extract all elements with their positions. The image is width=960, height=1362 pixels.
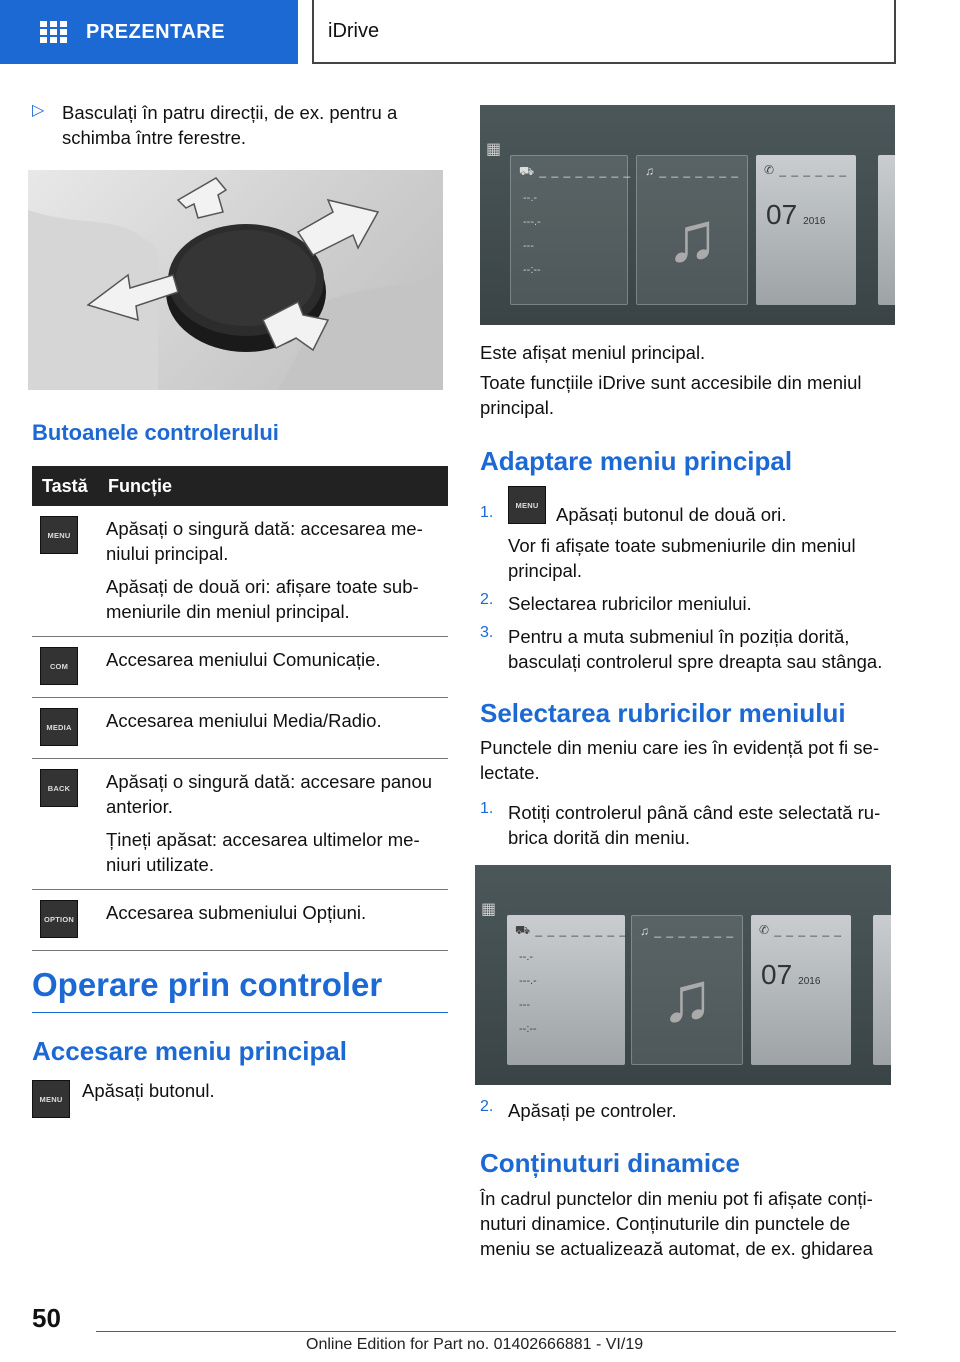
row-text: Țineți apăsat: accesarea ultimelor me-niuri utilizate. [106, 829, 420, 875]
access-text: Apăsați butonul. [82, 1080, 215, 1101]
row-text: Accesarea meniului Comunicație. [106, 649, 381, 670]
adapt-steps [480, 486, 896, 674]
step-number: 2. [480, 591, 494, 608]
footer-divider [96, 1331, 896, 1332]
step-number: 1. [480, 504, 494, 521]
bullet-item [32, 100, 448, 150]
table-row [32, 637, 448, 698]
triangle-bullet-icon: ▷ [32, 102, 45, 119]
tile-row: --- [523, 240, 534, 252]
car-icon: ⛟ _ _ _ _ _ _ _ _ [515, 923, 628, 937]
row-text: Accesarea meniului Media/Radio. [106, 710, 382, 731]
select-heading: Selectarea rubricilor meniului [480, 698, 846, 728]
row-text: Apăsați o singură dată: accesarea me-niului principal. [106, 518, 423, 564]
tile-media [636, 155, 748, 305]
menu-key-icon: MENU [32, 1080, 70, 1118]
table-header-key: Tastă [32, 466, 98, 506]
step-text: Apăsați butonul de două ori. [556, 504, 787, 525]
menu-key-icon: MENU [508, 486, 546, 524]
back-key-icon: BACK [40, 769, 78, 807]
edition-text: Online Edition for Part no. 01402666881 - VI/19 [306, 1336, 644, 1353]
table-header-row [32, 466, 448, 506]
tile-communication [751, 915, 851, 1065]
note-small-icon: ♫ _ _ _ _ _ _ _ [640, 924, 735, 938]
dynamic-text: În cadrul punctelor din meniu pot fi afișate conți-nuturi dinamice. Conținuturile din punctele de meniu se actualizează automat, de ex. ghidarea [480, 1188, 873, 1259]
idrive-screen-2 [475, 865, 891, 1085]
step-number: 2. [480, 1098, 494, 1115]
com-key-icon: COM [40, 647, 78, 685]
buttons-heading: Butoanele controlerului [32, 420, 279, 445]
row-text: Accesarea submeniului Opțiuni. [106, 902, 367, 923]
tile-row: --:-- [523, 264, 541, 276]
tile-communication [756, 155, 856, 305]
note-small-icon: ♫ _ _ _ _ _ _ _ [645, 164, 740, 178]
step-text: Apăsați pe controler. [508, 1100, 677, 1121]
tile-row: --.- [519, 951, 534, 963]
year-value: 07 2016 [761, 959, 821, 990]
list-item [480, 1098, 896, 1123]
tile-next [878, 155, 895, 305]
option-key-icon: OPTION [40, 900, 78, 938]
chapter-title: iDrive [328, 19, 380, 42]
music-note-icon: ♫ [665, 198, 719, 277]
select-text: Punctele din meniu care ies în evidență pot fi se-lectate. [480, 737, 880, 783]
car-icon: ⛟ _ _ _ _ _ _ _ _ [519, 164, 632, 178]
step-text: Selectarea rubricilor meniului. [508, 593, 752, 614]
row-text: Apăsați o singură dată: accesare panou anterior. [106, 771, 433, 817]
adapt-heading: Adaptare meniu principal [480, 446, 793, 476]
table-header-function: Funcție [98, 466, 448, 506]
list-item [480, 486, 896, 527]
bullet-text: Basculați în patru direcții, de ex. pentru a schimba între ferestre. [62, 102, 398, 148]
tile-row: --:-- [519, 1023, 537, 1035]
media-key-icon: MEDIA [40, 708, 78, 746]
step-subtext: Vor fi afișate toate submeniurile din meniul principal. [508, 535, 856, 581]
tile-vehicle-selected [507, 915, 628, 1065]
controller-photo [28, 170, 443, 390]
operate-heading: Operare prin controler [32, 966, 448, 1013]
page-number: 50 [32, 1303, 61, 1333]
table-row [32, 506, 448, 637]
menu-key-icon: MENU [40, 516, 78, 554]
grid-small-icon: ▦ [481, 901, 497, 918]
phone-icon: ✆ _ _ _ _ _ _ [759, 923, 843, 937]
left-column [32, 100, 448, 150]
year-value: 07 2016 [766, 199, 826, 230]
tile-next [873, 915, 891, 1065]
tile-row: --- [519, 999, 530, 1011]
grid-menu-icon [40, 21, 66, 43]
shown-text-1: Este afișat meniul principal. [480, 342, 706, 363]
idrive-screen-1 [480, 105, 895, 325]
list-item [480, 624, 896, 674]
table-row [32, 890, 448, 951]
tile-row: --.- [523, 192, 538, 204]
row-text: Apăsați de două ori: afișare toate sub-meniurile din meniul principal. [106, 576, 419, 622]
tile-vehicle [510, 155, 632, 305]
step-text: Pentru a muta submeniul în poziția dorită, basculați controlerul spre dreapta sau stânga. [508, 626, 883, 672]
dynamic-heading: Conținuturi dinamice [480, 1148, 740, 1178]
step-text: Rotiți controlerul până când este selectată ru-brica dorită din meniu. [508, 802, 881, 848]
step-number: 3. [480, 624, 494, 641]
table-row [32, 759, 448, 890]
chapter-header [312, 0, 896, 64]
tile-row: ---.- [519, 975, 537, 987]
list-item [480, 591, 896, 616]
access-heading: Accesare meniu principal [32, 1036, 348, 1066]
tile-media [631, 915, 743, 1065]
controller-illustration [28, 170, 443, 390]
tile-row: ---.- [523, 216, 541, 228]
table-row [32, 698, 448, 759]
shown-text-2: Toate funcțiile iDrive sunt accesibile din meniul principal. [480, 372, 862, 418]
section-title: PREZENTARE [86, 20, 226, 43]
controller-buttons-table [32, 466, 448, 951]
music-note-icon: ♫ [660, 958, 714, 1037]
list-item [480, 800, 896, 850]
grid-small-icon: ▦ [486, 141, 502, 158]
section-tab[interactable] [0, 0, 298, 64]
phone-icon: ✆ _ _ _ _ _ _ [764, 163, 848, 177]
step-number: 1. [480, 800, 494, 817]
